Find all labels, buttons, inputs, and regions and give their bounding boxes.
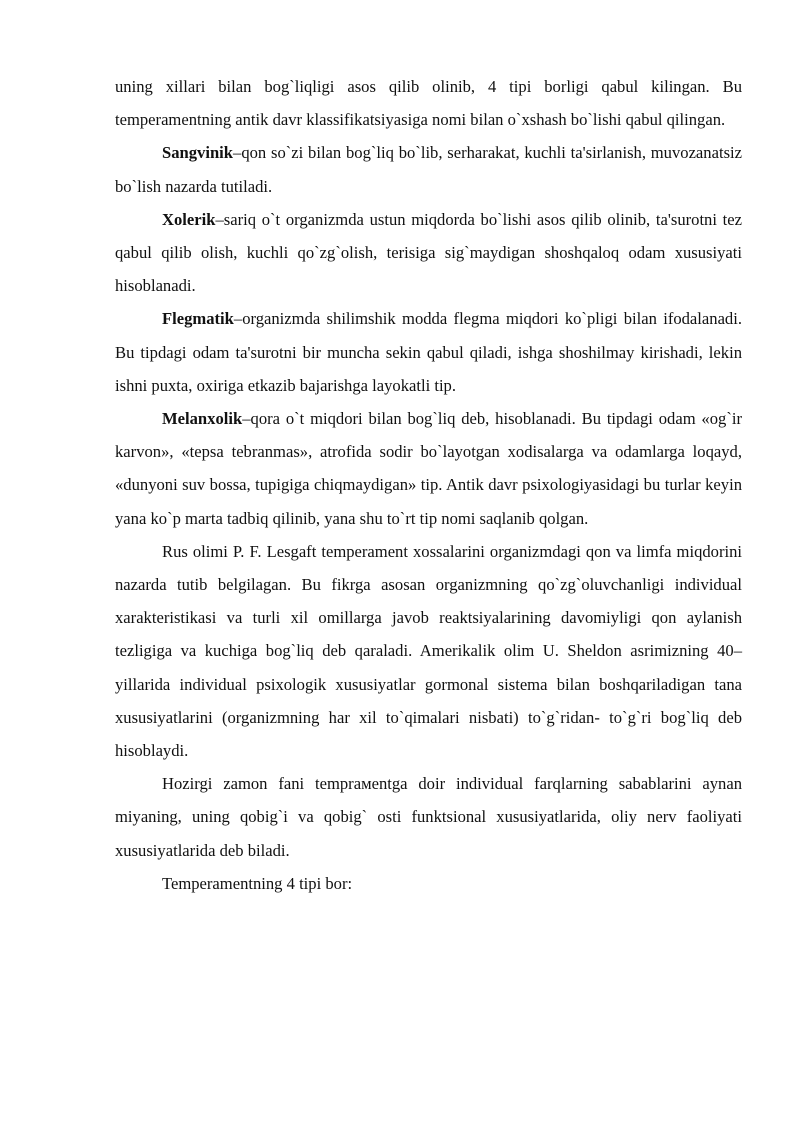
paragraph-text: Temperamentning 4 tipi bor:	[162, 873, 353, 893]
paragraph-lesgaft	[115, 535, 742, 767]
paragraph-continuation	[115, 70, 742, 136]
paragraph-text: –qon so`zi bilan bog`liq bo`lib, serharakat, kuchli ta'sirlanish, muvozanatsiz bo`lish nazarda tutiladi.	[115, 143, 742, 196]
paragraph-flegmatik	[115, 302, 742, 402]
paragraph-text: Rus olimi P. F. Lesgaft temperament xossalarini organizmdagi qon va limfa miqdorini nazarda tutib belgilagan. Bu fikrga asosan organizmning qo`zg`oluvchanligi individual xarakteristikasi va turli xil omillarga javob reaktsiyalarining davomiyligi qon aylanish tezligiga va kuchiga bog`liq deb qaraladi. Amerikalik olim U. Sheldon asrimizning 40–yillarida individual psixologik xususiyatlar gormonal sistema bilan boshqariladigan tana xususiyatlarini (organizmning har xil to`qimalari nisbati) to`g`ridan- to`g`ri bog`liq deb hisoblaydi.	[115, 541, 742, 761]
term-melanxolik: Melanxolik	[162, 409, 243, 429]
paragraph-text: –sariq o`t organizmda ustun miqdorda bo`lishi asos qilib olinib, ta'surotni tez qabul qilib olish, kuchli qo`zg`olish, terisiga sig`maydigan shoshqaloq odam xususiyati hisoblanadi.	[115, 209, 742, 296]
paragraph-text: Hozirgi zamon fani temprамentga doir individual farqlarning sabablarini aynan miyaning, uning qobig`i va qobig` osti funktsional xususiyatlarida, oliy nerv faoliyati xususiyatlarida deb biladi.	[115, 774, 742, 860]
paragraph-melanxolik	[115, 402, 742, 535]
page-body	[115, 70, 742, 900]
paragraph-text: –qora o`t miqdori bilan bog`liq deb, hisoblanadi. Bu tipdagi odam «og`ir karvon», «tepsa tebranmas», atrofida sodir bo`layotgan xodisalarga va odamlarga loqayd, «dunyoni suv bossa, tupigiga chiqmaydigan» tip. Antik davr psixologiyasidagi bu turlar keyin yana ko`p marta tadbiq qilinib, yana shu to`rt tip nomi saqlanib qolgan.	[115, 409, 742, 528]
term-xolerik: Xolerik	[162, 209, 216, 229]
paragraph-xolerik	[115, 203, 742, 303]
paragraph-text: uning xillari bilan bog`liqligi asos qilib olinib, 4 tipi borligi qabul kilingan. Bu temperamentning antik davr klassifikatsiyasiga nomi bilan o`xshash bo`lishi qabul qilingan.	[115, 77, 742, 130]
term-sangvinik: Sangvinik	[162, 143, 234, 163]
paragraph-modern-science	[115, 767, 742, 867]
term-flegmatik: Flegmatik	[162, 309, 234, 329]
paragraph-sangvinik	[115, 136, 742, 202]
paragraph-four-types	[115, 867, 742, 900]
paragraph-text: –organizmda shilimshik modda flegma miqdori ko`pligi bilan ifodalanadi. Bu tipdagi odam ta'surotni bir muncha sekin qabul qiladi, ishga shoshilmay kirishadi, lekin ishni puxta, oxiriga etkazib bajarishga layokatli tip.	[115, 309, 742, 395]
